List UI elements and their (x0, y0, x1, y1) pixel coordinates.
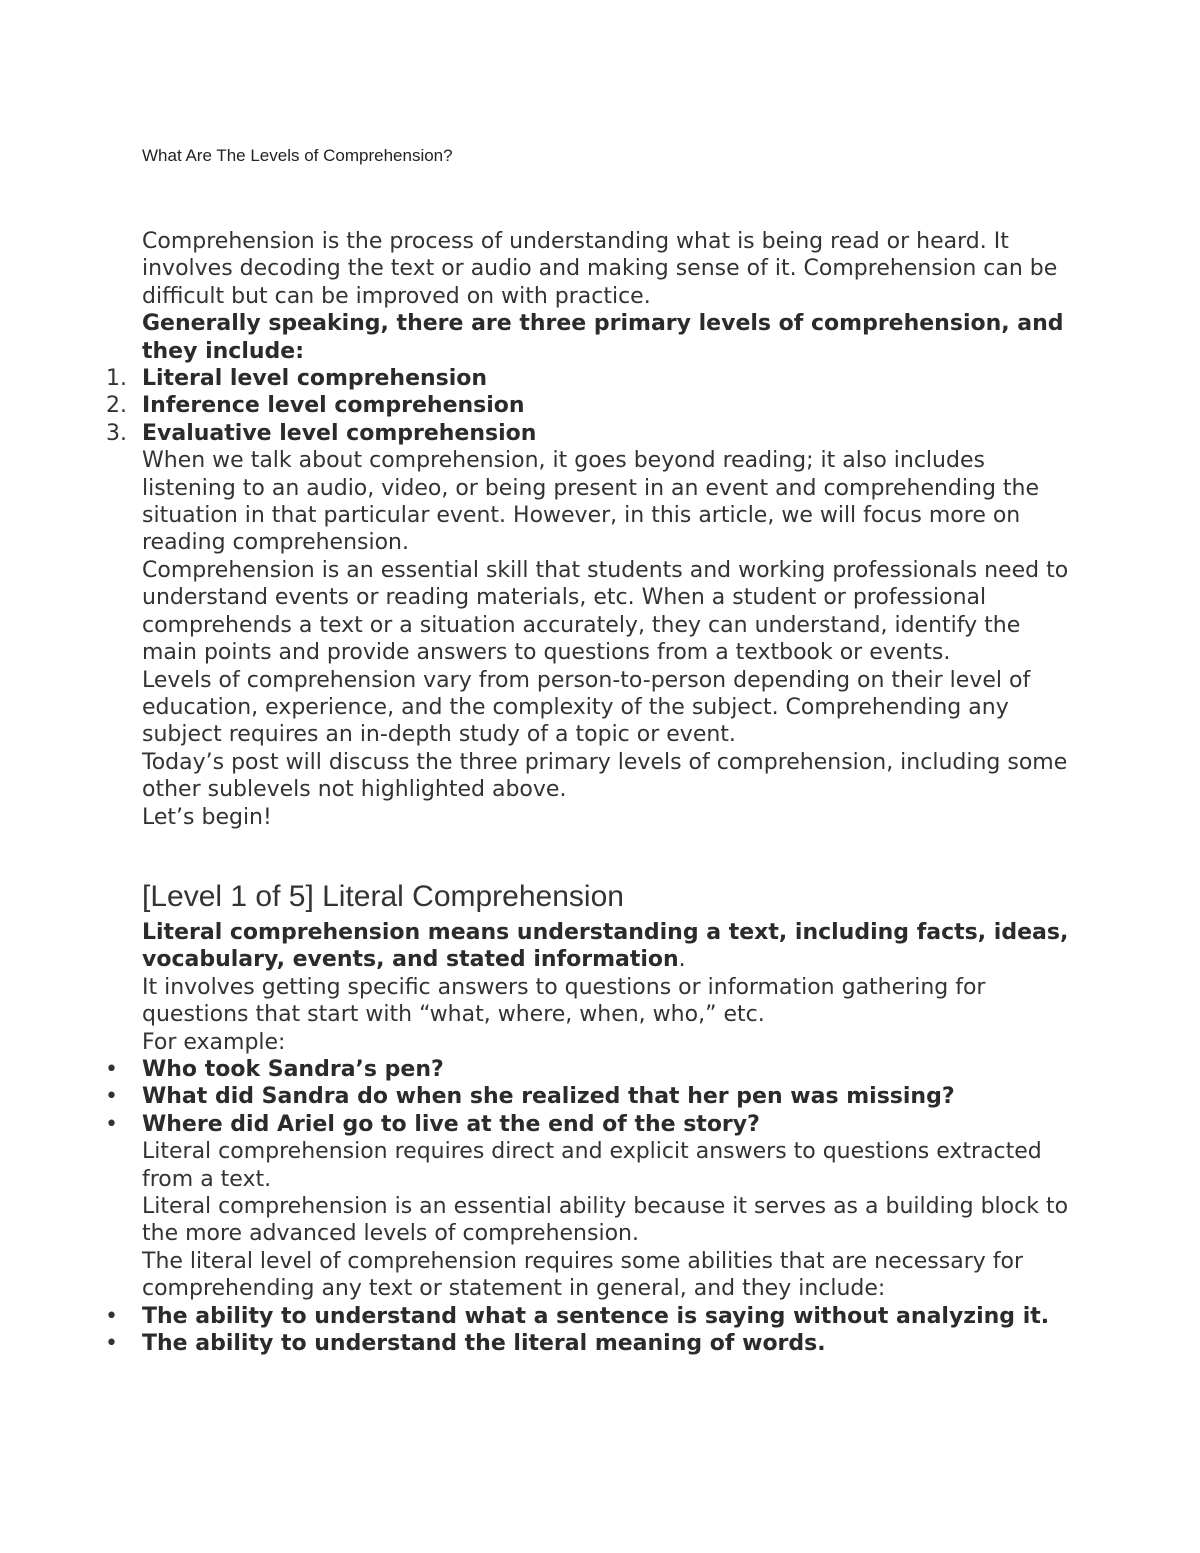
bullet-icon: • (105, 1084, 118, 1110)
list-item-text: Who took Sandra’s pen? (142, 1056, 444, 1082)
list-number: 2. (106, 393, 127, 419)
list-item-text: Literal level comprehension (142, 366, 488, 392)
body-paragraph: The literal level of comprehension requires some abilities that are necessary for comprehending any text or statement in general, and they include: (142, 1248, 1023, 1302)
list-item-text: What did Sandra do when she realized that her pen was missing? (142, 1084, 955, 1110)
list-item (106, 392, 1072, 419)
example-label: For example: (142, 1029, 286, 1055)
definition-text: Literal comprehension means understanding a text, including facts, ideas, vocabulary, events, and stated information (142, 919, 1069, 973)
body-paragraph: Let’s begin! (142, 804, 272, 830)
section-heading: [Level 1 of 5] Literal Comprehension (142, 879, 624, 913)
list-item-text: Evaluative level comprehension (142, 420, 537, 446)
list-item (106, 365, 1072, 392)
document-body (105, 228, 1072, 1357)
list-item-text: Where did Ariel go to live at the end of the story? (142, 1111, 760, 1137)
list-item (106, 420, 1072, 447)
bullet-icon: • (105, 1331, 118, 1357)
bullet-icon: • (105, 1111, 118, 1137)
document-title: What Are The Levels of Comprehension? (142, 146, 453, 165)
list-item (105, 1111, 1072, 1138)
levels-list (106, 365, 1072, 447)
body-paragraph: Literal comprehension requires direct and explicit answers to questions extracted from a text. (142, 1139, 1042, 1192)
examples-list (105, 1056, 1072, 1138)
list-item (105, 1303, 1072, 1330)
body-paragraph: It involves getting specific answers to questions or information gathering for questions that start with “what, where, when, who,” etc. (142, 974, 986, 1028)
intro-paragraph: Comprehension is the process of understanding what is being read or heard. It involves decoding the text or audio and making sense of it. Comprehension can be difficult but can be improved on with practice. (142, 229, 1058, 309)
list-item (105, 1330, 1072, 1357)
definition-paragraph (142, 919, 1072, 974)
body-paragraph: Today’s post will discuss the three primary levels of comprehension, including some other sublevels not highlighted above. (142, 749, 1068, 803)
bullet-icon: • (105, 1303, 118, 1329)
bullet-icon: • (105, 1056, 118, 1082)
body-paragraph: When we talk about comprehension, it goes beyond reading; it also includes listening to an audio, video, or being present in an event and comprehending the situation in that particular event. However, in this article, we will focus more on reading comprehension. (142, 448, 1040, 556)
list-item-text: The ability to understand the literal meaning of words. (142, 1331, 826, 1357)
body-paragraph: Literal comprehension is an essential ability because it serves as a building block to the more advanced levels of comprehension. (142, 1194, 1069, 1247)
list-item (105, 1083, 1072, 1110)
list-number: 1. (106, 366, 127, 392)
definition-period: . (678, 947, 686, 973)
list-item-text: Inference level comprehension (142, 393, 525, 419)
body-paragraph: Comprehension is an essential skill that students and working professionals need to understand events or reading materials, etc. When a student or professional comprehends a text or a situation accurately, they can understand, identify the main points and provide answers to questions from a textbook or events. (142, 557, 1069, 666)
body-paragraph: Levels of comprehension vary from person-to-person depending on their level of education, experience, and the complexity of the subject. Comprehending any subject requires an in-depth study of a topic or event. (142, 667, 1031, 748)
list-number: 3. (106, 420, 127, 446)
abilities-list (105, 1303, 1072, 1358)
list-item (105, 1056, 1072, 1083)
intro-lead-in: Generally speaking, there are three primary levels of comprehension, and they include: (142, 311, 1064, 364)
list-item-text: The ability to understand what a sentence is saying without analyzing it. (142, 1303, 1050, 1329)
